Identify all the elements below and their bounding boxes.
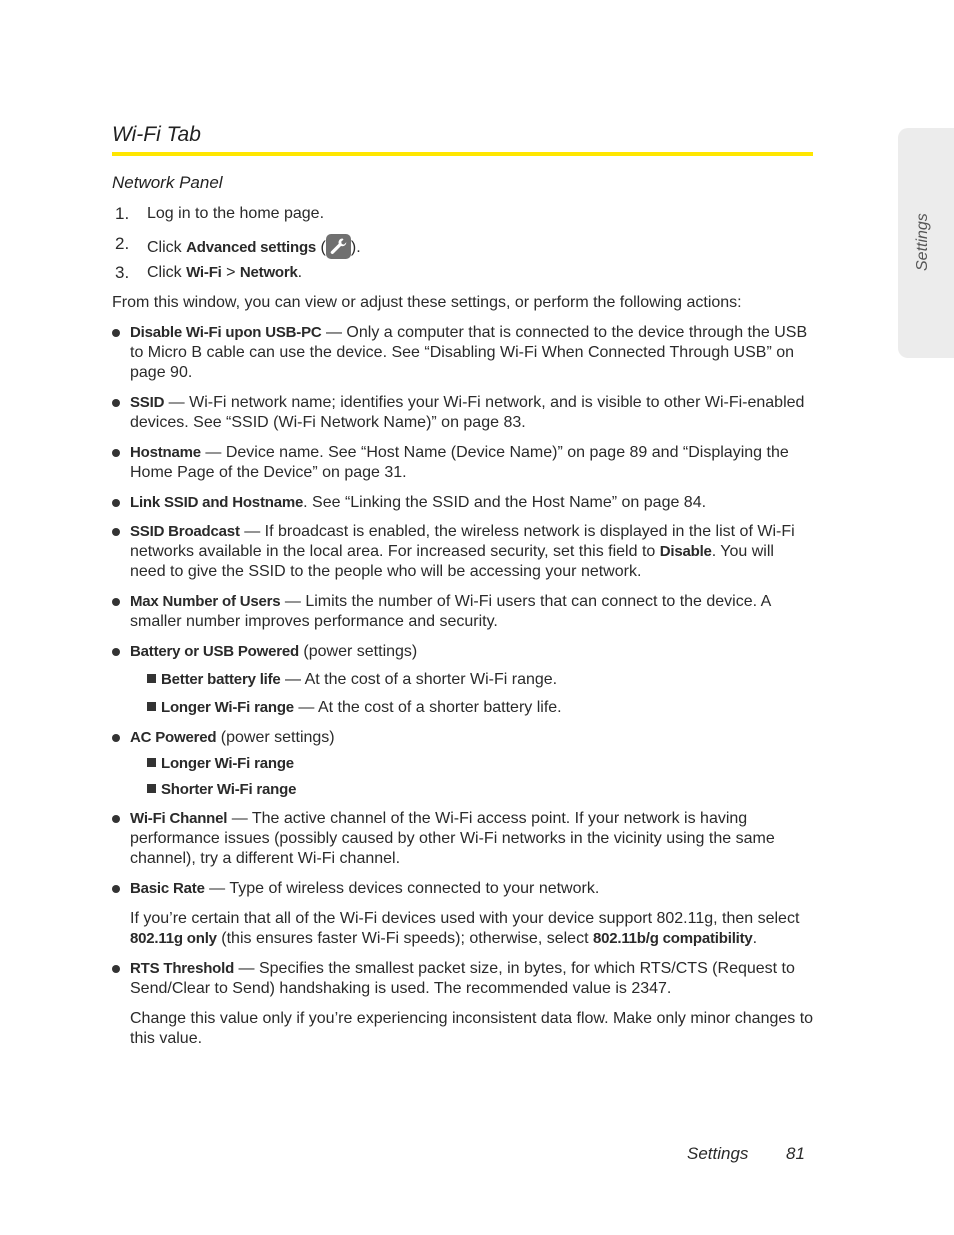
bullet-text <box>130 393 810 433</box>
bullet-text <box>130 959 810 999</box>
step-post: ). <box>350 239 361 256</box>
step-text <box>147 263 302 283</box>
bullet-text <box>130 728 810 748</box>
description: — If broadcast is enabled, the wireless network is displayed in the list of Wi-Fi networks available in the local area. For increased security, set this field to <box>130 523 795 560</box>
term: Wi-Fi Channel <box>130 810 228 827</box>
step-mid: ( <box>316 239 326 256</box>
term: Longer Wi-Fi range <box>161 755 294 772</box>
footer-section-label: Settings <box>687 1144 749 1163</box>
step-pre: Click <box>147 264 187 281</box>
term: Max Number of Users <box>130 593 281 610</box>
sub-list-item <box>147 670 557 690</box>
note-text: . <box>752 930 758 947</box>
basic-rate-note <box>130 909 814 949</box>
square-bullet <box>147 702 156 711</box>
description: — Device name. See “Host Name (Device Name)” on page 89 and “Displaying the Home Page of the Device” on page 31. <box>130 444 789 481</box>
description: — Wi-Fi network name; identifies your Wi-Fi network, and is visible to other Wi-Fi-enabled devices. See “SSID (Wi-Fi Network Name)” on page 83. <box>130 394 805 431</box>
description: (power settings) <box>298 643 418 660</box>
bullet-text <box>130 323 810 383</box>
bullet-dot <box>112 885 120 893</box>
term: 802.11b/g compatibility <box>592 930 753 947</box>
bullet-dot <box>112 598 120 606</box>
page-title: Wi-Fi Tab <box>112 123 201 146</box>
description: — At the cost of a shorter Wi-Fi range. <box>280 671 558 688</box>
term: SSID <box>130 394 165 411</box>
bullet-dot <box>112 329 120 337</box>
note-text: If you’re certain that all of the Wi-Fi devices used with your device support 802.11g, then select <box>130 910 800 927</box>
square-bullet <box>147 758 156 767</box>
bullet-dot <box>112 734 120 742</box>
step-text: Log in to the home page. <box>147 205 325 222</box>
term: SSID Broadcast <box>130 523 240 540</box>
term: Basic Rate <box>130 880 205 897</box>
bullet-dot <box>112 499 120 507</box>
bullet-text <box>130 809 810 869</box>
bullet-dot <box>112 965 120 973</box>
step-number: 2. <box>115 234 130 253</box>
bullet-dot <box>112 528 120 536</box>
bullet-dot <box>112 815 120 823</box>
description: . See “Linking the SSID and the Host Name” on page 84. <box>303 494 707 511</box>
term: Longer Wi-Fi range <box>161 699 294 716</box>
bullet-text <box>130 592 810 632</box>
breadcrumb-separator: > <box>221 264 240 281</box>
term: Disable Wi-Fi upon USB-PC <box>130 324 322 341</box>
term: Battery or USB Powered <box>130 643 299 660</box>
section-subhead: Network Panel <box>112 173 223 192</box>
wifi-label: Wi-Fi <box>186 264 222 281</box>
description: . You will need to give the SSID to the people who will be accessing your network. <box>130 543 774 580</box>
bullet-text <box>130 493 810 513</box>
bullet-dot <box>112 648 120 656</box>
description: — Type of wireless devices connected to your network. <box>204 880 600 897</box>
description: — Limits the number of Wi-Fi users that can connect to the device. A smaller number improves performance and security. <box>130 593 771 630</box>
advanced-settings-label: Advanced settings <box>186 239 317 256</box>
term: RTS Threshold <box>130 960 235 977</box>
sub-list-item <box>147 754 294 774</box>
term: Link SSID and Hostname <box>130 494 304 511</box>
bullet-dot <box>112 399 120 407</box>
wrench-icon <box>326 234 351 259</box>
sub-list-item <box>147 698 562 718</box>
bullet-text <box>130 443 810 483</box>
step-text <box>147 234 361 259</box>
term-disable: Disable <box>659 543 712 560</box>
description: — At the cost of a shorter battery life. <box>293 699 562 716</box>
description: — Only a computer that is connected to the device through the USB to Micro B cable can use the device. See “Disabling Wi-Fi When Connected Through USB” on page 90. <box>130 324 808 381</box>
step-number: 3. <box>115 263 130 282</box>
note-text: (this ensures faster Wi-Fi speeds); otherwise, select <box>216 930 593 947</box>
step-number: 1. <box>115 204 130 223</box>
step-post: . <box>297 264 303 281</box>
term: Shorter Wi-Fi range <box>161 781 297 798</box>
sub-list-item <box>147 780 296 800</box>
term: AC Powered <box>130 729 217 746</box>
description: — The active channel of the Wi-Fi access point. If your network is having performance issues (possibly caused by other Wi-Fi networks in the vicinity using the same channel), try a different Wi-Fi channel. <box>130 810 775 867</box>
term: 802.11g only <box>130 930 217 947</box>
step-pre: Click <box>147 239 187 256</box>
side-tab-label: Settings <box>914 213 931 271</box>
bullet-text <box>130 522 810 582</box>
intro-paragraph: From this window, you can view or adjust these settings, or perform the following actions: <box>112 294 742 311</box>
bullet-text <box>130 879 810 899</box>
bullet-text <box>130 642 810 662</box>
description: — Specifies the smallest packet size, in bytes, for which RTS/CTS (Request to Send/Clear to Send) handshaking is used. The recommended value is 2347. <box>130 960 795 997</box>
square-bullet <box>147 784 156 793</box>
network-label: Network <box>239 264 298 281</box>
bullet-dot <box>112 449 120 457</box>
description: (power settings) <box>216 729 335 746</box>
term: Better battery life <box>161 671 281 688</box>
page-number: 81 <box>786 1144 805 1163</box>
square-bullet <box>147 674 156 683</box>
title-rule <box>112 152 813 156</box>
rts-note: Change this value only if you’re experiencing inconsistent data flow. Make only minor changes to this value. <box>130 1010 814 1047</box>
term: Hostname <box>130 444 201 461</box>
